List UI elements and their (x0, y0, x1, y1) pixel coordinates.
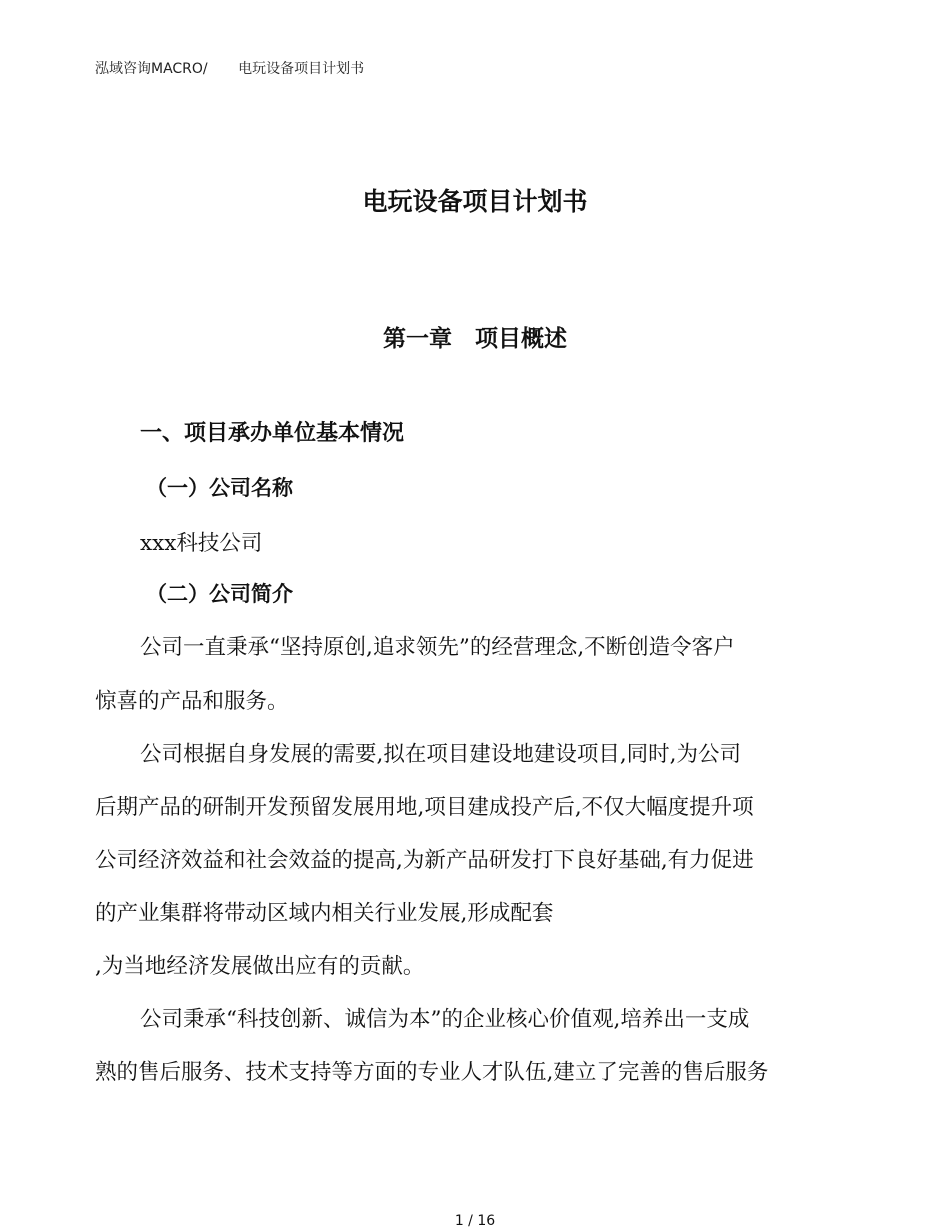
paragraph-line: ,为当地经济发展做出应有的贡献。 (95, 954, 425, 979)
header-brand: 泓域咨询MACRO/ (95, 61, 208, 77)
paragraph-line: 公司秉承“科技创新、诚信为本”的企业核心价值观,培养出一支成 (140, 1007, 750, 1032)
running-header (95, 58, 364, 78)
chapter-title: 第一章 项目概述 (383, 326, 567, 352)
header-doc-name: 电玩设备项目计划书 (238, 61, 365, 77)
paragraph-line: 的产业集群将带动区域内相关行业发展,形成配套 (95, 901, 554, 926)
paragraph-line: 后期产品的研制开发预留发展用地,项目建成投产后,不仅大幅度提升项 (95, 795, 754, 820)
subsection-heading-company-name: （一）公司名称 (146, 476, 293, 500)
page-number: 1 / 16 (454, 1213, 496, 1229)
document-title: 电玩设备项目计划书 (362, 187, 588, 216)
paragraph-line: 公司一直秉承“坚持原创,追求领先”的经营理念,不断创造令客户 (140, 635, 735, 660)
subsection-heading-company-profile: （二）公司简介 (146, 582, 293, 606)
section-heading: 一、项目承办单位基本情况 (140, 421, 405, 446)
paragraph-line: 惊喜的产品和服务。 (95, 689, 289, 714)
paragraph-line: 公司根据自身发展的需要,拟在项目建设地建设项目,同时,为公司 (140, 742, 742, 767)
paragraph-line: 熟的售后服务、技术支持等方面的专业人才队伍,建立了完善的售后服务 (95, 1060, 769, 1085)
company-name: xxx科技公司 (140, 531, 263, 556)
paragraph-line: 公司经济效益和社会效益的提高,为新产品研发打下良好基础,有力促进 (95, 848, 754, 873)
